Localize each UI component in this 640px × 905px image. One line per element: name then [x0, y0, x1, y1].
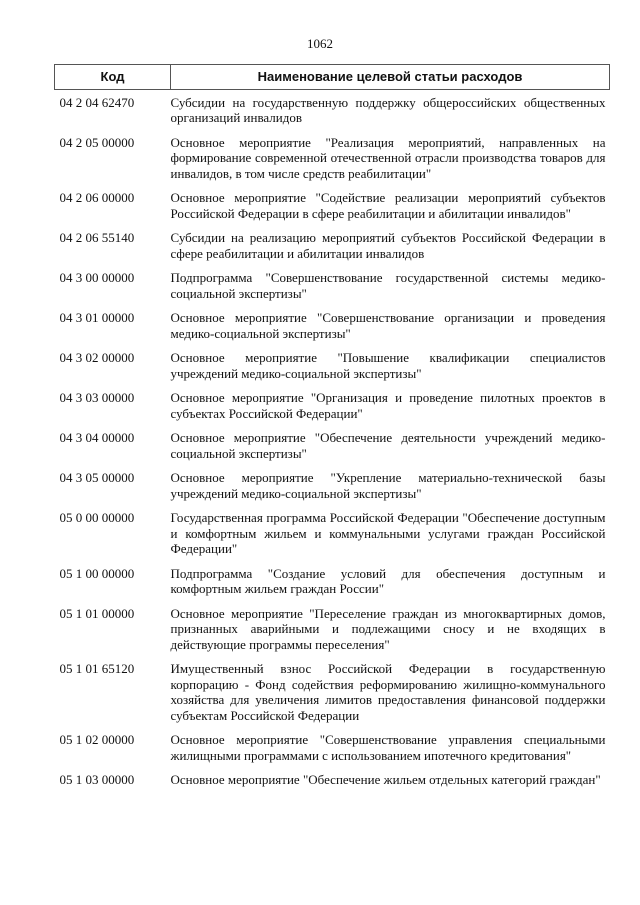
table-row — [55, 732, 610, 772]
row-code: 05 1 03 00000 — [59, 772, 135, 787]
row-code: 04 2 04 62470 — [59, 94, 135, 110]
row-name: Основное мероприятие "Реализация мероприятий, направленных на формирование современной отечественной отрасли производства товаров для инвалидов, в том числе средств реабилитации" — [170, 134, 606, 181]
row-code: 04 3 04 00000 — [59, 430, 135, 445]
row-code: 04 2 06 00000 — [59, 190, 135, 205]
column-header-name: Наименование целевой статьи расходов — [171, 65, 610, 90]
table-row — [55, 190, 610, 230]
row-code: 05 1 00 00000 — [59, 565, 135, 581]
table-row — [55, 470, 610, 510]
table-row — [55, 566, 610, 606]
table-row — [55, 430, 610, 470]
table-row — [55, 510, 610, 566]
table-row — [55, 270, 610, 310]
table-row — [55, 350, 610, 390]
table-row — [55, 310, 610, 350]
row-code: 04 3 02 00000 — [59, 350, 135, 365]
row-code: 04 2 06 55140 — [59, 230, 135, 245]
row-name: Основное мероприятие "Совершенствование управления специальными жилищными программами с использованием ипотечного кредитования" — [170, 732, 606, 763]
row-name: Основное мероприятие "Совершенствование организации и проведения медико-социальной экспертизы" — [170, 310, 606, 341]
row-code: 04 3 03 00000 — [59, 390, 135, 405]
table-row — [55, 661, 610, 732]
row-code: 05 1 01 00000 — [59, 605, 135, 621]
budget-codes-table — [54, 64, 610, 797]
table-row — [55, 772, 610, 797]
row-code: 04 2 05 00000 — [59, 134, 135, 150]
row-code: 05 1 01 65120 — [59, 661, 135, 676]
row-code: 04 3 00 00000 — [59, 270, 135, 285]
row-name: Основное мероприятие "Переселение граждан из многоквартирных домов, признанных аварийными и подлежащими сносу и не входящих в действующие программы переселения" — [170, 605, 606, 652]
column-header-code: Код — [55, 65, 171, 90]
row-name: Основное мероприятие "Повышение квалификации специалистов учреждений медико-социальной экспертизы" — [170, 350, 606, 381]
table-header-row — [55, 65, 610, 90]
row-name: Основное мероприятие "Содействие реализации мероприятий субъектов Российской Федерации в сфере реабилитации и абилитации инвалидов" — [170, 190, 606, 221]
row-code: 05 1 02 00000 — [59, 732, 135, 747]
row-code: 05 0 00 00000 — [59, 510, 135, 525]
table-row — [55, 606, 610, 662]
row-name: Основное мероприятие "Обеспечение деятельности учреждений медико-социальной экспертизы" — [170, 430, 606, 461]
row-name: Подпрограмма "Создание условий для обеспечения доступным и комфортным жильем граждан России" — [170, 565, 606, 596]
row-name: Имущественный взнос Российской Федерации в государственную корпорацию - Фонд содействия реформированию жилищно-коммунального хозяйства для увеличения лимитов предоставления финансовой поддержки субъектам Российской Федерации — [170, 661, 606, 723]
row-name: Субсидии на реализацию мероприятий субъектов Российской Федерации в сфере реабилитации и абилитации инвалидов — [170, 230, 606, 261]
table-row — [55, 89, 610, 135]
row-name: Основное мероприятие "Обеспечение жильем отдельных категорий граждан" — [170, 772, 601, 787]
row-name: Субсидии на государственную поддержку общероссийских общественных организаций инвалидов — [170, 94, 606, 125]
table-row — [55, 135, 610, 191]
row-name: Основное мероприятие "Организация и проведение пилотных проектов в субъектах Российской Федерации" — [170, 390, 606, 421]
page-number: 1062 — [307, 36, 333, 51]
row-name: Государственная программа Российской Федерации "Обеспечение доступным и комфортным жильем и коммунальными услугами граждан Российской Федерации" — [170, 510, 606, 556]
row-code: 04 3 01 00000 — [59, 310, 135, 325]
row-name: Подпрограмма "Совершенствование государственной системы медико-социальной экспертизы" — [170, 270, 606, 301]
row-code: 04 3 05 00000 — [59, 470, 135, 485]
table-row — [55, 390, 610, 430]
row-name: Основное мероприятие "Укрепление материально-технической базы учреждений медико-социальной экспертизы" — [170, 470, 606, 501]
table-row — [55, 230, 610, 270]
